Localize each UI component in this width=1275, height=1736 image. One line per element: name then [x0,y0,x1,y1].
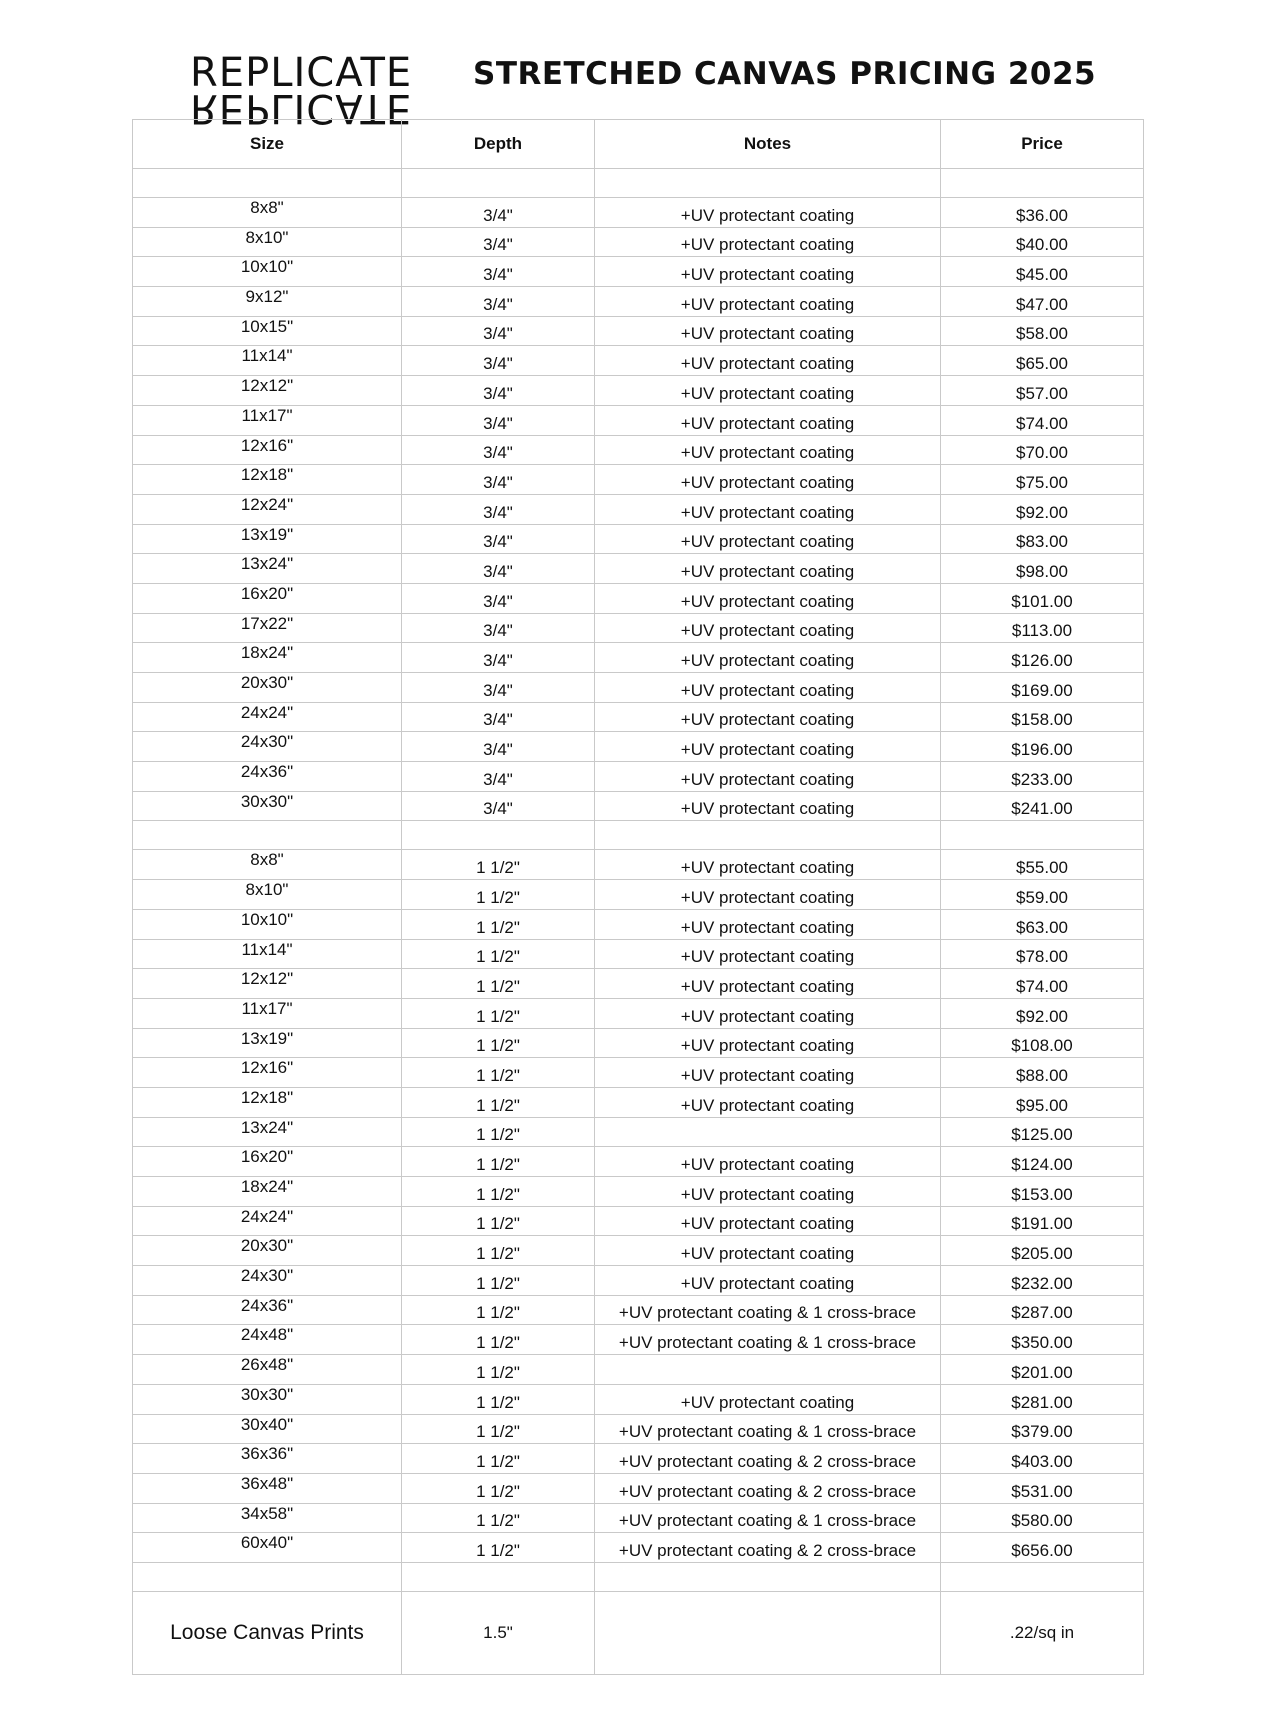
size-cell: 11x17" [133,998,402,1028]
size-cell: 60x40" [133,1533,402,1563]
column-header-size: Size [133,120,402,169]
table-row [133,998,1144,1028]
depth-cell: 1 1/2" [402,1295,595,1325]
notes-cell: +UV protectant coating [595,405,941,435]
column-header-price: Price [941,120,1144,169]
size-cell: 26x48" [133,1355,402,1385]
table-row [133,1503,1144,1533]
price-cell: $58.00 [941,316,1144,346]
table-row [133,1444,1144,1474]
price-cell: $125.00 [941,1117,1144,1147]
depth-cell: 3/4" [402,583,595,613]
price-cell: $126.00 [941,643,1144,673]
price-cell: $47.00 [941,287,1144,317]
empty-cell [402,821,595,850]
price-cell: $63.00 [941,909,1144,939]
notes-cell [595,1355,941,1385]
empty-cell [941,169,1144,198]
price-cell: $403.00 [941,1444,1144,1474]
size-cell: 16x20" [133,583,402,613]
price-cell: $281.00 [941,1384,1144,1414]
notes-cell: +UV protectant coating & 2 cross-brace [595,1473,941,1503]
depth-cell: 1 1/2" [402,909,595,939]
notes-cell: +UV protectant coating [595,346,941,376]
price-cell: $92.00 [941,494,1144,524]
price-cell: $153.00 [941,1177,1144,1207]
notes-cell: +UV protectant coating [595,762,941,792]
table-row [133,1028,1144,1058]
size-cell: 18x24" [133,643,402,673]
size-cell: 36x36" [133,1444,402,1474]
size-cell: 12x18" [133,1087,402,1117]
replicate-logo: REPLICATE [190,50,413,96]
notes-cell: +UV protectant coating [595,316,941,346]
price-cell: $169.00 [941,673,1144,703]
price-cell: $74.00 [941,405,1144,435]
price-cell: $108.00 [941,1028,1144,1058]
notes-cell: +UV protectant coating [595,791,941,821]
notes-cell: +UV protectant coating & 1 cross-brace [595,1325,941,1355]
table-row [133,1325,1144,1355]
notes-cell: +UV protectant coating [595,909,941,939]
notes-cell: +UV protectant coating [595,287,941,317]
table-row [133,1295,1144,1325]
depth-cell: 1 1/2" [402,1087,595,1117]
depth-cell: 3/4" [402,346,595,376]
depth-cell: 3/4" [402,435,595,465]
table-row [133,376,1144,406]
notes-cell: +UV protectant coating [595,1266,941,1296]
depth-cell: 3/4" [402,316,595,346]
depth-cell: 1 1/2" [402,1236,595,1266]
notes-cell: +UV protectant coating [595,1384,941,1414]
table-row [133,554,1144,584]
price-cell: $55.00 [941,850,1144,880]
spacer-row [133,821,1144,850]
size-cell: 24x24" [133,702,402,732]
price-cell: $232.00 [941,1266,1144,1296]
table-row [133,1087,1144,1117]
depth-cell: 1 1/2" [402,1117,595,1147]
depth-cell: 3/4" [402,791,595,821]
size-cell: 24x36" [133,762,402,792]
size-cell: 12x16" [133,435,402,465]
price-cell: $98.00 [941,554,1144,584]
table-row [133,524,1144,554]
size-cell: 16x20" [133,1147,402,1177]
notes-cell: +UV protectant coating [595,880,941,910]
spacer-row [133,169,1144,198]
price-cell: $75.00 [941,465,1144,495]
loose-depth-cell: 1.5" [402,1591,595,1674]
depth-cell: 1 1/2" [402,1503,595,1533]
table-row [133,346,1144,376]
depth-cell: 3/4" [402,376,595,406]
depth-cell: 1 1/2" [402,1177,595,1207]
price-cell: $124.00 [941,1147,1144,1177]
empty-cell [941,1562,1144,1591]
price-cell: $88.00 [941,1058,1144,1088]
price-cell: $57.00 [941,376,1144,406]
empty-cell [133,821,402,850]
size-cell: 13x24" [133,1117,402,1147]
pricing-table [132,119,1144,1675]
price-cell: $233.00 [941,762,1144,792]
loose-canvas-row [133,1591,1144,1674]
table-row [133,405,1144,435]
table-row [133,1414,1144,1444]
depth-cell: 1 1/2" [402,1147,595,1177]
size-cell: 9x12" [133,287,402,317]
depth-cell: 3/4" [402,227,595,257]
table-row [133,762,1144,792]
depth-cell: 1 1/2" [402,1028,595,1058]
depth-cell: 1 1/2" [402,1266,595,1296]
price-cell: $191.00 [941,1206,1144,1236]
depth-cell: 3/4" [402,494,595,524]
table-row [133,198,1144,228]
notes-cell: +UV protectant coating [595,1177,941,1207]
notes-cell: +UV protectant coating [595,673,941,703]
table-header-row [133,120,1144,169]
table-row [133,939,1144,969]
price-cell: $656.00 [941,1533,1144,1563]
table-row [133,1266,1144,1296]
depth-cell: 3/4" [402,702,595,732]
size-cell: 24x30" [133,1266,402,1296]
price-cell: $36.00 [941,198,1144,228]
size-cell: 10x15" [133,316,402,346]
size-cell: 8x8" [133,198,402,228]
size-cell: 8x8" [133,850,402,880]
table-row [133,909,1144,939]
notes-cell: +UV protectant coating & 1 cross-brace [595,1503,941,1533]
notes-cell: +UV protectant coating [595,583,941,613]
price-cell: $45.00 [941,257,1144,287]
depth-cell: 3/4" [402,465,595,495]
notes-cell: +UV protectant coating [595,524,941,554]
price-cell: $379.00 [941,1414,1144,1444]
logo-reflection [190,85,413,131]
table-row [133,613,1144,643]
size-cell: 20x30" [133,1236,402,1266]
empty-cell [595,1562,941,1591]
table-row [133,316,1144,346]
size-cell: 11x17" [133,405,402,435]
size-cell: 12x12" [133,969,402,999]
empty-cell [402,1562,595,1591]
table-row [133,643,1144,673]
price-cell: $350.00 [941,1325,1144,1355]
price-cell: $287.00 [941,1295,1144,1325]
notes-cell: +UV protectant coating [595,376,941,406]
loose-size-cell: Loose Canvas Prints [133,1591,402,1674]
notes-cell: +UV protectant coating [595,969,941,999]
price-cell: $101.00 [941,583,1144,613]
notes-cell: +UV protectant coating [595,1147,941,1177]
size-cell: 10x10" [133,257,402,287]
notes-cell: +UV protectant coating [595,702,941,732]
price-cell: $580.00 [941,1503,1144,1533]
notes-cell: +UV protectant coating [595,1028,941,1058]
depth-cell: 3/4" [402,287,595,317]
table-row [133,287,1144,317]
notes-cell [595,1117,941,1147]
size-cell: 18x24" [133,1177,402,1207]
table-row [133,702,1144,732]
page-title: STRETCHED CANVAS PRICING 2025 [473,56,1097,92]
size-cell: 12x18" [133,465,402,495]
size-cell: 12x12" [133,376,402,406]
notes-cell: +UV protectant coating [595,227,941,257]
depth-cell: 1 1/2" [402,1058,595,1088]
notes-cell: +UV protectant coating [595,850,941,880]
table-row [133,732,1144,762]
table-row [133,1384,1144,1414]
depth-cell: 3/4" [402,198,595,228]
size-cell: 11x14" [133,346,402,376]
notes-cell: +UV protectant coating [595,435,941,465]
size-cell: 17x22" [133,613,402,643]
table-row [133,1177,1144,1207]
empty-cell [595,821,941,850]
loose-notes-cell [595,1591,941,1674]
empty-cell [133,1562,402,1591]
table-row [133,227,1144,257]
price-cell: $65.00 [941,346,1144,376]
depth-cell: 3/4" [402,613,595,643]
notes-cell: +UV protectant coating & 1 cross-brace [595,1295,941,1325]
depth-cell: 1 1/2" [402,1325,595,1355]
size-cell: 34x58" [133,1503,402,1533]
depth-cell: 3/4" [402,762,595,792]
size-cell: 13x19" [133,524,402,554]
size-cell: 30x30" [133,791,402,821]
price-cell: $78.00 [941,939,1144,969]
depth-cell: 1 1/2" [402,1444,595,1474]
notes-cell: +UV protectant coating [595,939,941,969]
table-row [133,880,1144,910]
depth-cell: 1 1/2" [402,1414,595,1444]
notes-cell: +UV protectant coating [595,257,941,287]
loose-price-cell: .22/sq in [941,1591,1144,1674]
size-cell: 24x30" [133,732,402,762]
price-cell: $205.00 [941,1236,1144,1266]
price-cell: $40.00 [941,227,1144,257]
depth-cell: 1 1/2" [402,1384,595,1414]
page-header [0,50,1275,131]
table-row [133,673,1144,703]
pricing-table-body [133,169,1144,1675]
notes-cell: +UV protectant coating & 2 cross-brace [595,1533,941,1563]
size-cell: 12x16" [133,1058,402,1088]
size-cell: 24x36" [133,1295,402,1325]
table-row [133,1355,1144,1385]
depth-cell: 1 1/2" [402,969,595,999]
depth-cell: 3/4" [402,257,595,287]
notes-cell: +UV protectant coating [595,465,941,495]
notes-cell: +UV protectant coating [595,1206,941,1236]
depth-cell: 1 1/2" [402,1473,595,1503]
price-cell: $95.00 [941,1087,1144,1117]
table-row [133,435,1144,465]
depth-cell: 3/4" [402,524,595,554]
table-row [133,850,1144,880]
size-cell: 13x24" [133,554,402,584]
price-cell: $70.00 [941,435,1144,465]
table-row [133,1533,1144,1563]
price-cell: $241.00 [941,791,1144,821]
depth-cell: 3/4" [402,673,595,703]
price-cell: $201.00 [941,1355,1144,1385]
table-row [133,1236,1144,1266]
size-cell: 8x10" [133,227,402,257]
depth-cell: 1 1/2" [402,1533,595,1563]
table-row [133,969,1144,999]
size-cell: 8x10" [133,880,402,910]
size-cell: 36x48" [133,1473,402,1503]
table-row [133,1147,1144,1177]
price-cell: $92.00 [941,998,1144,1028]
table-row [133,1058,1144,1088]
notes-cell: +UV protectant coating [595,198,941,228]
size-cell: 12x24" [133,494,402,524]
empty-cell [595,169,941,198]
price-cell: $74.00 [941,969,1144,999]
depth-cell: 3/4" [402,643,595,673]
depth-cell: 1 1/2" [402,1355,595,1385]
table-row [133,1206,1144,1236]
depth-cell: 1 1/2" [402,998,595,1028]
notes-cell: +UV protectant coating [595,1087,941,1117]
notes-cell: +UV protectant coating [595,998,941,1028]
table-row [133,465,1144,495]
size-cell: 30x40" [133,1414,402,1444]
depth-cell: 1 1/2" [402,1206,595,1236]
price-cell: $196.00 [941,732,1144,762]
table-row [133,1117,1144,1147]
size-cell: 24x24" [133,1206,402,1236]
empty-cell [402,169,595,198]
table-row [133,583,1144,613]
notes-cell: +UV protectant coating [595,494,941,524]
depth-cell: 3/4" [402,554,595,584]
column-header-depth: Depth [402,120,595,169]
empty-cell [941,821,1144,850]
size-cell: 20x30" [133,673,402,703]
depth-cell: 3/4" [402,732,595,762]
size-cell: 13x19" [133,1028,402,1058]
notes-cell: +UV protectant coating [595,613,941,643]
notes-cell: +UV protectant coating [595,732,941,762]
price-cell: $83.00 [941,524,1144,554]
size-cell: 24x48" [133,1325,402,1355]
price-cell: $59.00 [941,880,1144,910]
table-row [133,494,1144,524]
table-row [133,791,1144,821]
depth-cell: 3/4" [402,405,595,435]
table-row [133,1473,1144,1503]
notes-cell: +UV protectant coating [595,1236,941,1266]
table-row [133,257,1144,287]
notes-cell: +UV protectant coating [595,1058,941,1088]
empty-cell [133,169,402,198]
price-cell: $113.00 [941,613,1144,643]
spacer-row [133,1562,1144,1591]
notes-cell: +UV protectant coating [595,554,941,584]
size-cell: 30x30" [133,1384,402,1414]
price-cell: $531.00 [941,1473,1144,1503]
size-cell: 11x14" [133,939,402,969]
depth-cell: 1 1/2" [402,850,595,880]
notes-cell: +UV protectant coating & 1 cross-brace [595,1414,941,1444]
notes-cell: +UV protectant coating [595,643,941,673]
notes-cell: +UV protectant coating & 2 cross-brace [595,1444,941,1474]
depth-cell: 1 1/2" [402,939,595,969]
depth-cell: 1 1/2" [402,880,595,910]
logo-reflection-text: REPLICATE [190,85,413,131]
price-cell: $158.00 [941,702,1144,732]
column-header-notes: Notes [595,120,941,169]
size-cell: 10x10" [133,909,402,939]
